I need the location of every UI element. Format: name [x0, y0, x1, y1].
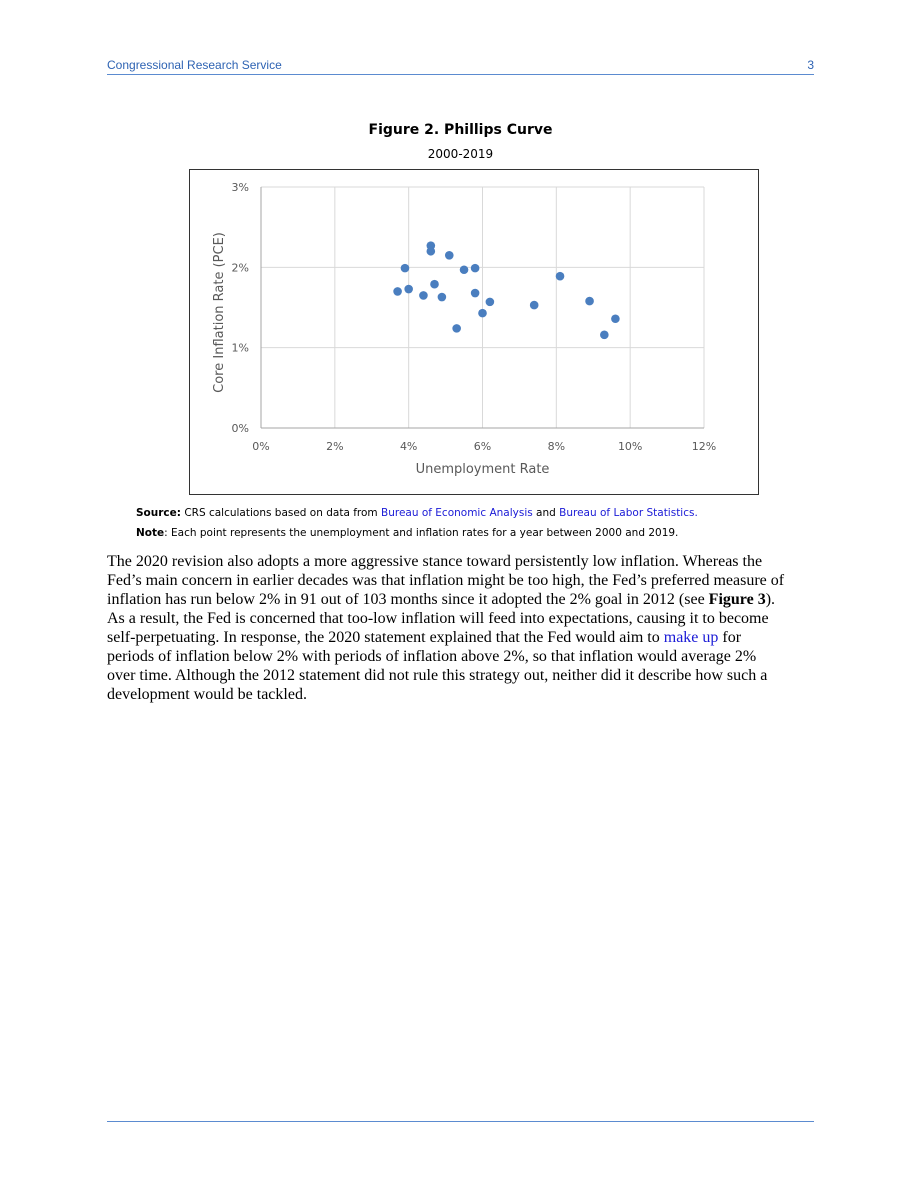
body-line: periods of inflation below 2% with periods of inflation above 2%, so that inflation would average 2% [107, 648, 757, 665]
page-number: 3 [807, 58, 814, 72]
data-point [401, 264, 410, 273]
body-line [107, 590, 815, 609]
data-point [393, 287, 402, 296]
data-point [478, 309, 487, 318]
y-axis-title: Core Inflation Rate (PCE) [212, 232, 227, 393]
data-point [556, 272, 565, 281]
header-title: Congressional Research Service [107, 58, 282, 72]
data-point [585, 297, 594, 306]
figure-source [136, 507, 796, 519]
body-line: Fed’s main concern in earlier decades was that inflation might be too high, the Fed’s preferred measure of [107, 572, 785, 589]
x-axis-title: Unemployment Rate [415, 462, 550, 477]
source-label: Source: [136, 507, 181, 519]
y-tick-label: 2% [231, 261, 249, 275]
body-line [107, 628, 815, 647]
bea-link[interactable]: Bureau of Economic Analysis [381, 507, 533, 519]
data-point [404, 285, 413, 294]
data-point [600, 331, 609, 340]
x-tick-label: 8% [547, 440, 566, 453]
body-line: development would be tackled. [107, 686, 307, 703]
body-line-text: ). [765, 591, 776, 608]
data-point [611, 314, 620, 323]
source-text: CRS calculations based on data from [180, 507, 381, 519]
bls-link[interactable]: Bureau of Labor Statistics. [559, 507, 698, 519]
x-tick-label: 2% [326, 440, 344, 453]
figure-title: Figure 2. Phillips Curve [368, 122, 553, 138]
figure-3-reference: Figure 3 [708, 591, 766, 608]
data-point [430, 280, 439, 289]
y-tick-label: 0% [231, 422, 249, 435]
data-point [471, 264, 480, 273]
data-point [530, 301, 539, 310]
chart-frame [189, 169, 759, 495]
footer-rule [107, 1121, 814, 1122]
figure-note [136, 527, 796, 539]
data-point [452, 324, 461, 333]
data-point [460, 265, 469, 274]
body-line-text: inflation has run below 2% in 91 out of 103 months since it adopted the 2% goal in 2012 (see [107, 591, 709, 608]
x-tick-label: 10% [617, 440, 643, 453]
body-line: As a result, the Fed is concerned that too-low inflation will feed into expectations, causing it to become [107, 610, 769, 627]
x-tick-label: 12% [691, 440, 717, 453]
body-paragraph [107, 552, 815, 704]
phillips-curve-chart [190, 170, 758, 494]
data-point [471, 289, 480, 298]
body-line-text: for [718, 629, 742, 646]
x-tick-label: 6% [473, 440, 492, 453]
make-up-link[interactable]: make up [663, 629, 719, 646]
data-point [427, 247, 436, 256]
data-point [419, 291, 428, 300]
x-tick-label: 0% [252, 440, 270, 453]
body-line-text: self-perpetuating. In response, the 2020 statement explained that the Fed would aim to [107, 629, 664, 646]
figure-subtitle: 2000-2019 [427, 147, 494, 161]
body-line: The 2020 revision also adopts a more aggressive stance toward persistently low inflation. Whereas the [107, 553, 763, 570]
data-point [438, 293, 447, 302]
header-rule [107, 74, 814, 75]
y-tick-label: 3% [231, 181, 249, 194]
page-header [107, 58, 814, 74]
x-tick-label: 4% [399, 440, 418, 453]
data-point [486, 298, 495, 307]
y-tick-label: 1% [231, 341, 249, 355]
source-and: and [532, 507, 560, 519]
note-text: : Each point represents the unemployment and inflation rates for a year between 2000 and 2019. [164, 527, 679, 539]
data-point [445, 251, 454, 260]
note-label: Note [136, 527, 165, 539]
body-line: over time. Although the 2012 statement did not rule this strategy out, neither did it describe how such a [107, 667, 768, 684]
